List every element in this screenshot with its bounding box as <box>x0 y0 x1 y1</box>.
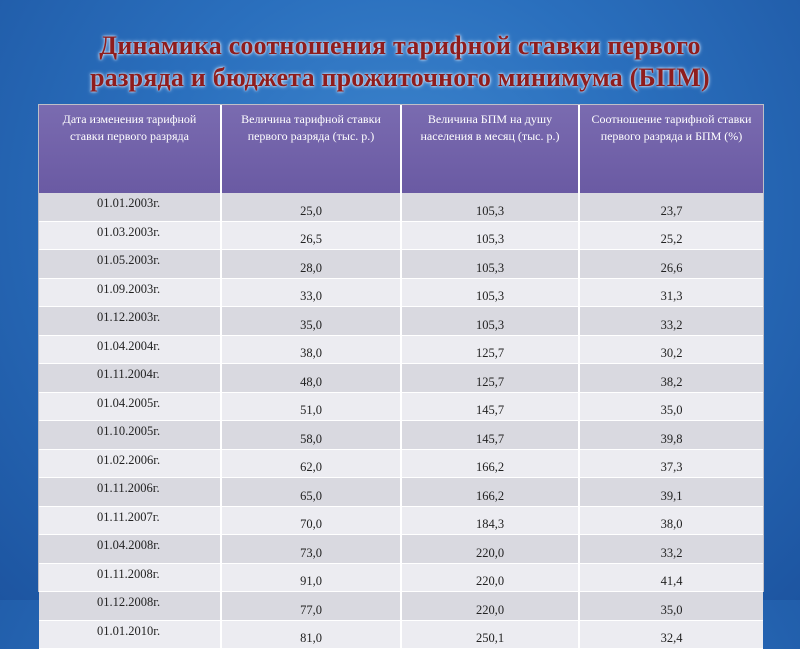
cell-date: 01.10.2005г. <box>39 421 221 450</box>
cell-bpm: 145,7 <box>401 421 579 450</box>
cell-bpm: 166,2 <box>401 478 579 507</box>
cell-tariff-rate: 33,0 <box>221 278 401 307</box>
cell-ratio: 39,1 <box>579 478 763 507</box>
table-row <box>39 535 763 564</box>
cell-tariff-rate: 26,5 <box>221 221 401 250</box>
cell-bpm: 105,3 <box>401 193 579 221</box>
table-row <box>39 221 763 250</box>
cell-tariff-rate: 62,0 <box>221 449 401 478</box>
cell-tariff-rate: 73,0 <box>221 535 401 564</box>
cell-ratio: 23,7 <box>579 193 763 221</box>
cell-ratio: 38,2 <box>579 364 763 393</box>
table-row <box>39 193 763 221</box>
slide-title-line-2: разряда и бюджета прожиточного минимума (БПМ) <box>90 63 710 92</box>
cell-bpm: 220,0 <box>401 592 579 621</box>
table-row <box>39 506 763 535</box>
cell-ratio: 32,4 <box>579 620 763 649</box>
cell-ratio: 30,2 <box>579 335 763 364</box>
table-row <box>39 592 763 621</box>
slide-title-line-1: Динамика соотношения тарифной ставки первого <box>99 31 701 60</box>
table-row <box>39 392 763 421</box>
cell-bpm: 125,7 <box>401 335 579 364</box>
cell-ratio: 38,0 <box>579 506 763 535</box>
header-bpm: Величина БПМ на душу населения в месяц (тыс. р.) <box>401 105 579 193</box>
cell-tariff-rate: 48,0 <box>221 364 401 393</box>
cell-date: 01.01.2003г. <box>39 193 221 221</box>
cell-tariff-rate: 70,0 <box>221 506 401 535</box>
cell-tariff-rate: 77,0 <box>221 592 401 621</box>
cell-ratio: 35,0 <box>579 592 763 621</box>
cell-bpm: 145,7 <box>401 392 579 421</box>
cell-ratio: 35,0 <box>579 392 763 421</box>
cell-ratio: 39,8 <box>579 421 763 450</box>
cell-date: 01.05.2003г. <box>39 250 221 279</box>
cell-date: 01.12.2008г. <box>39 592 221 621</box>
table-row <box>39 364 763 393</box>
table-row <box>39 563 763 592</box>
table-row <box>39 620 763 649</box>
cell-bpm: 105,3 <box>401 250 579 279</box>
cell-tariff-rate: 81,0 <box>221 620 401 649</box>
cell-date: 01.04.2004г. <box>39 335 221 364</box>
cell-bpm: 105,3 <box>401 307 579 336</box>
cell-date: 01.02.2006г. <box>39 449 221 478</box>
cell-bpm: 166,2 <box>401 449 579 478</box>
cell-bpm: 125,7 <box>401 364 579 393</box>
cell-tariff-rate: 91,0 <box>221 563 401 592</box>
table-row <box>39 335 763 364</box>
cell-tariff-rate: 51,0 <box>221 392 401 421</box>
cell-date: 01.11.2007г. <box>39 506 221 535</box>
cell-tariff-rate: 35,0 <box>221 307 401 336</box>
header-tariff-rate: Величина тарифной ставки первого разряда (тыс. р.) <box>221 105 401 193</box>
cell-date: 01.11.2008г. <box>39 563 221 592</box>
cell-ratio: 33,2 <box>579 535 763 564</box>
table-row <box>39 478 763 507</box>
cell-date: 01.11.2004г. <box>39 364 221 393</box>
cell-tariff-rate: 28,0 <box>221 250 401 279</box>
table-body <box>39 193 763 649</box>
cell-date: 01.03.2003г. <box>39 221 221 250</box>
header-ratio: Соотношение тарифной ставки первого разряда и БПМ (%) <box>579 105 763 193</box>
data-table-container <box>38 104 764 645</box>
table-header <box>39 105 763 193</box>
cell-ratio: 31,3 <box>579 278 763 307</box>
cell-bpm: 184,3 <box>401 506 579 535</box>
cell-tariff-rate: 65,0 <box>221 478 401 507</box>
cell-date: 01.12.2003г. <box>39 307 221 336</box>
cell-bpm: 220,0 <box>401 535 579 564</box>
cell-tariff-rate: 25,0 <box>221 193 401 221</box>
slide-title <box>30 30 770 94</box>
table-header-row <box>39 105 763 193</box>
cell-bpm: 250,1 <box>401 620 579 649</box>
cell-ratio: 37,3 <box>579 449 763 478</box>
header-date: Дата изменения тарифной ставки первого разряда <box>39 105 221 193</box>
table-row <box>39 278 763 307</box>
cell-bpm: 105,3 <box>401 278 579 307</box>
table-row <box>39 449 763 478</box>
table-row <box>39 307 763 336</box>
cell-ratio: 41,4 <box>579 563 763 592</box>
cell-bpm: 220,0 <box>401 563 579 592</box>
table-row <box>39 250 763 279</box>
cell-date: 01.09.2003г. <box>39 278 221 307</box>
cell-ratio: 33,2 <box>579 307 763 336</box>
table-row <box>39 421 763 450</box>
cell-ratio: 25,2 <box>579 221 763 250</box>
cell-date: 01.04.2005г. <box>39 392 221 421</box>
cell-ratio: 26,6 <box>579 250 763 279</box>
cell-date: 01.11.2006г. <box>39 478 221 507</box>
data-table <box>39 105 763 649</box>
cell-tariff-rate: 38,0 <box>221 335 401 364</box>
cell-date: 01.04.2008г. <box>39 535 221 564</box>
cell-bpm: 105,3 <box>401 221 579 250</box>
cell-date: 01.01.2010г. <box>39 620 221 649</box>
cell-tariff-rate: 58,0 <box>221 421 401 450</box>
